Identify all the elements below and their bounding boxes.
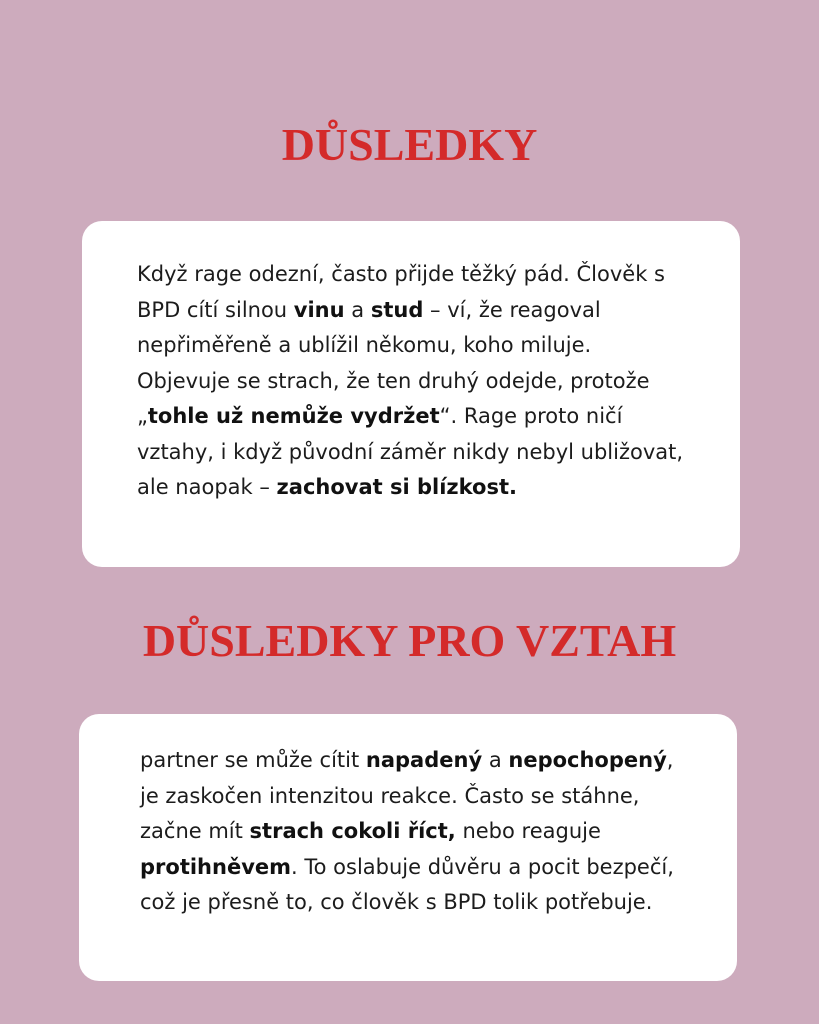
text-segment: nebo reaguje	[455, 819, 601, 843]
text-segment: a	[482, 748, 509, 772]
emphasized-text: vinu	[293, 297, 345, 322]
section-title-consequences: DŮSLEDKY	[281, 119, 538, 170]
emphasized-text: zachovat si blízkost.	[276, 475, 517, 499]
emphasized-text: protihněvem	[140, 854, 292, 879]
emphasized-text: strach cokoli říct,	[249, 819, 456, 843]
relationship-paragraph	[140, 743, 697, 921]
consequences-card	[82, 221, 740, 567]
section-title-relationship-consequences: DŮSLEDKY PRO VZTAH	[142, 615, 677, 666]
text-segment: . To oslabuje důvěru a pocit bezpečí, což je přesně to, co člověk s BPD tolik potřebuje.	[140, 854, 674, 914]
emphasized-text: stud	[370, 297, 424, 322]
text-segment: “. Rage proto ničí vztahy, i když původní záměr nikdy nebyl ubližovat, ale naopak –	[137, 404, 684, 499]
consequences-paragraph	[137, 257, 690, 506]
emphasized-text: tohle už nemůže vydržet	[147, 404, 440, 428]
text-segment: Když rage odezní, často přijde těžký pád. Člověk s BPD cítí silnou	[137, 262, 665, 322]
emphasized-text: napadený	[365, 748, 483, 772]
text-segment: a	[344, 297, 371, 322]
text-segment: partner se může cítit	[140, 748, 366, 772]
text-segment: – ví, že reagoval nepřiměřeně a ublížil někomu, koho miluje. Objevuje se strach, že ten druhý odejde, protože „	[137, 297, 650, 428]
emphasized-text: nepochopený	[508, 748, 667, 772]
text-segment: , je zaskočen intenzitou reakce. Často se stáhne, začne mít	[140, 748, 674, 843]
relationship-consequences-card	[79, 714, 737, 981]
